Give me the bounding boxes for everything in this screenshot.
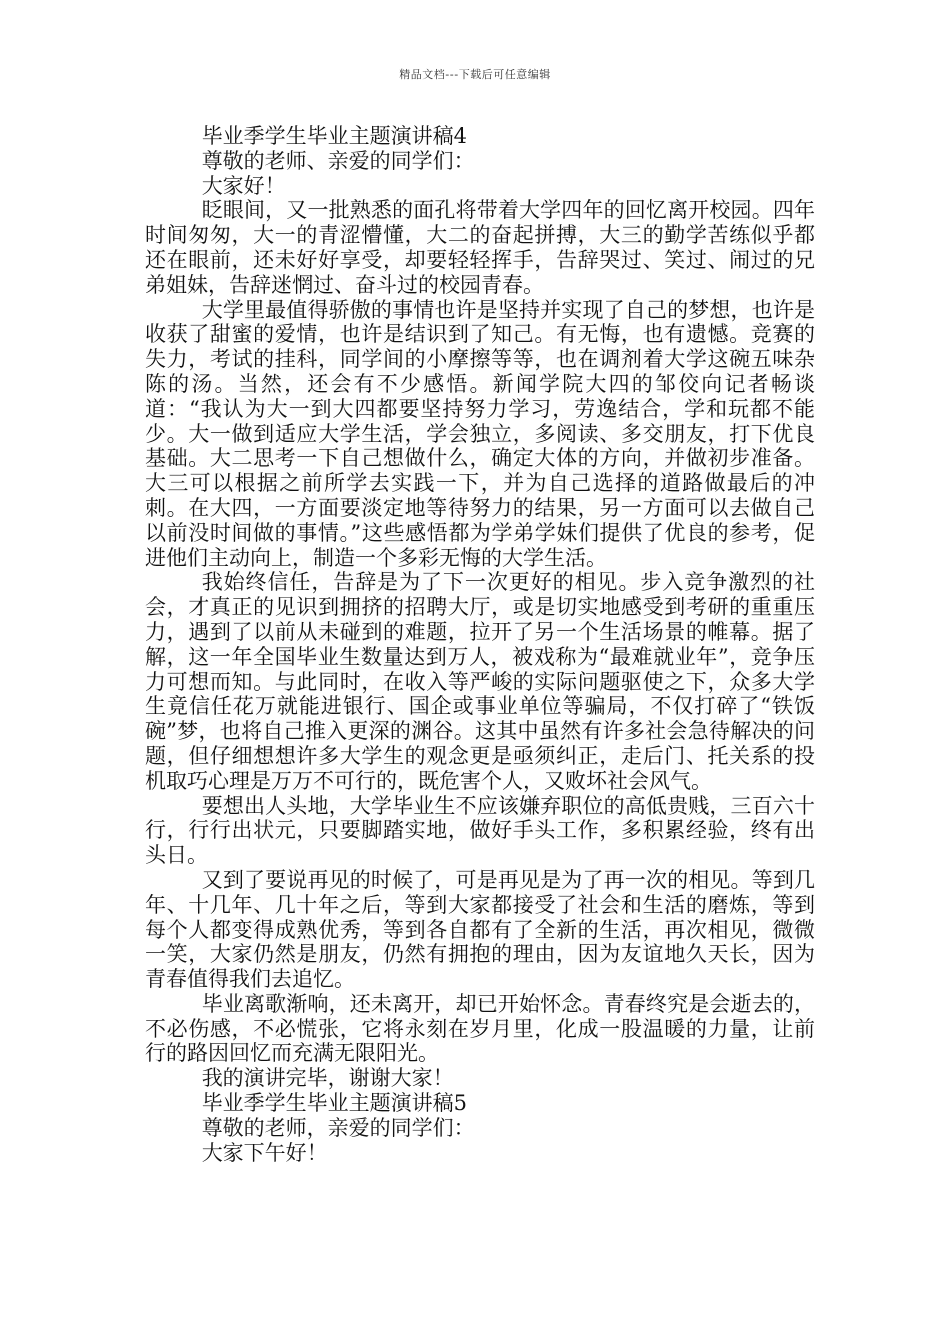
- speech-title-4: 毕业季学生毕业主题演讲稿4: [201, 124, 468, 148]
- speech-title-5: 毕业季学生毕业主题演讲稿5: [201, 1091, 468, 1116]
- greeting: 大家下午好！: [201, 1140, 328, 1165]
- body-paragraph: 又到了要说再见的时候了，可是再见是为了再一次的相见。等到几年、十几年、几十年之后，等到大家都接受了社会和生活的磨炼，等到每个人都变得成熟优秀，等到各自都有了全新的生活，再次相见，微微一笑，大家仍然是朋友，仍然有拥抱的理由，因为友谊地久天长，因为青春值得我们去追忆。: [145, 867, 815, 992]
- salutation: 尊敬的老师，亲爱的同学们：: [201, 1115, 475, 1140]
- body-paragraph: 毕业离歌渐响，还未离开，却已开始怀念。青春终究是会逝去的，不必伤感，不必慌张，它将永刻在岁月里，化成一股温暖的力量，让前行的路因回忆而充满无限阳光。: [145, 991, 815, 1066]
- body-paragraph: 我始终信任，告辞是为了下一次更好的相见。步入竞争激烈的社会，才真正的见识到拥挤的招聘大厅，或是切实地感受到考研的重重压力，遇到了以前从未碰到的难题，拉开了另一个生活场景的帷幕。据了解，这一年全国毕业生数量达到万人，被戏称为“最难就业年”，竞争压力可想而知。与此同时，在收入等严峻的实际问题驱使之下，众多大学生竟信任花万就能进银行、国企或事业单位等骗局，不仅打碎了“铁饭碗”梦，也将自己推入更深的渊谷。这其中虽然有许多社会急待解决的问题，但仔细想想许多大学生的观念更是亟须纠正，走后门、托关系的投机取巧心理是万万不可行的，既危害个人，又败坏社会风气。: [145, 570, 815, 793]
- greeting: 大家好！: [201, 173, 286, 198]
- salutation: 尊敬的老师、亲爱的同学们：: [201, 148, 475, 173]
- page-header: 精品文档---下载后可任意编辑: [399, 68, 551, 81]
- document-body: [145, 124, 815, 1165]
- body-paragraph: 眨眼间，又一批熟悉的面孔将带着大学四年的回忆离开校园。四年时间匆匆，大一的青涩懵懂，大二的奋起拼搏，大三的勤学苦练似乎都还在眼前，还未好好享受，却要轻轻挥手，告辞哭过、笑过、闹过的兄弟姐妹，告辞迷惘过、奋斗过的校园青春。: [145, 198, 815, 297]
- closing-line: 我的演讲完毕，谢谢大家！: [201, 1066, 454, 1091]
- body-paragraph: 要想出人头地，大学毕业生不应该嫌弃职位的高低贵贱，三百六十行，行行出状元，只要脚踏实地，做好手头工作，多积累经验，终有出头日。: [145, 793, 815, 868]
- body-paragraph: 大学里最值得骄傲的事情也许是坚持并实现了自己的梦想，也许是收获了甜蜜的爱情，也许是结识到了知己。有无悔，也有遗憾。竞赛的失力，考试的挂科，同学间的小摩擦等等，也在调剂着大学这碗五味杂陈的汤。当然，还会有不少感悟。新闻学院大四的邹佼向记者畅谈道：“我认为大一到大四都要坚持努力学习，劳逸结合，学和玩都不能少。大一做到适应大学生活，学会独立，多阅读、多交朋友，打下优良基础。大二思考一下自己想做什么，确定大体的方向，并做初步准备。大三可以根据之前所学去实践一下，并为自己选择的道路做最后的冲刺。在大四，一方面要淡定地等待努力的结果，另一方面可以去做自己以前没时间做的事情。”这些感悟都为学弟学妹们提供了优良的参考，促进他们主动向上，制造一个多彩无悔的大学生活。: [145, 297, 815, 570]
